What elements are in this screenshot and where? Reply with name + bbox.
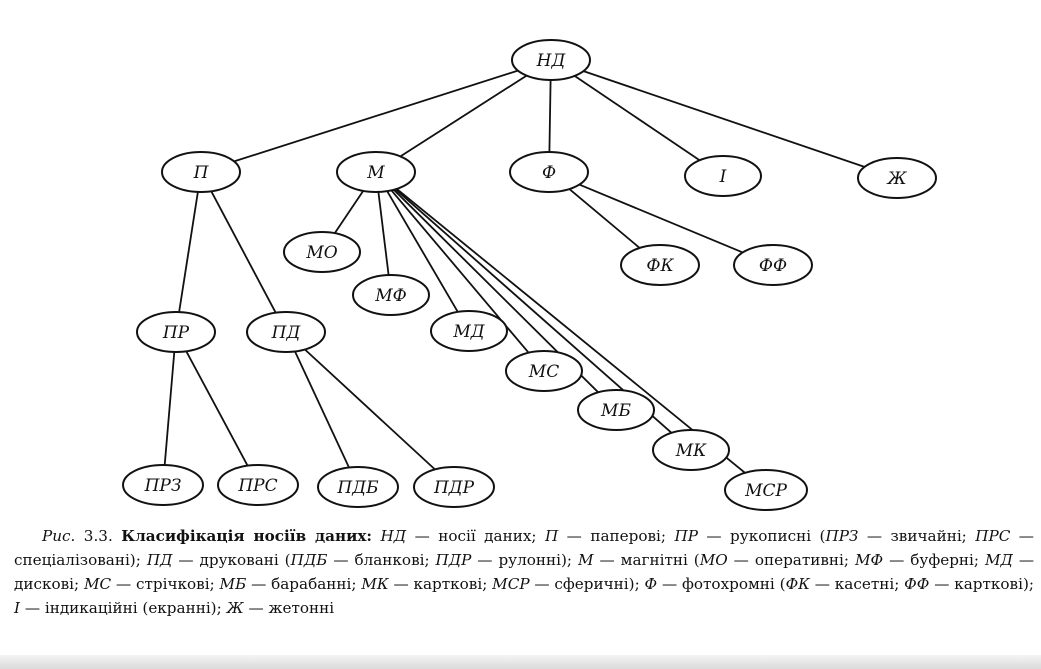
edge-p-pd (211, 191, 275, 312)
caption-segment: Рис. (42, 527, 76, 545)
caption-segment: — дискові; (14, 551, 1035, 593)
node-mf (353, 275, 429, 315)
node-nd-label: НД (536, 51, 566, 71)
node-i (685, 156, 761, 196)
node-msr (725, 470, 807, 510)
caption-segment: ФК (785, 575, 810, 593)
caption-segment: — барабанні; (246, 575, 362, 593)
caption-segment: 3.3. (75, 527, 122, 545)
caption-segment: МСР (492, 575, 530, 593)
node-zh-label: Ж (887, 169, 907, 189)
caption-segment: МБ (219, 575, 247, 593)
node-ff-label: ФФ (758, 256, 788, 276)
node-pdb (318, 467, 398, 507)
figure-caption (14, 524, 1034, 620)
node-mk (653, 430, 729, 470)
node-mo (284, 232, 360, 272)
node-m (337, 152, 415, 192)
edge-m-mo (335, 191, 364, 233)
node-pr-label: ПР (162, 323, 190, 343)
edge-pr-prz (165, 352, 175, 465)
node-p-label: П (193, 163, 209, 183)
node-fk-label: ФК (646, 256, 674, 276)
edge-p-pr (179, 192, 198, 312)
caption-segment: — паперові; (558, 527, 675, 545)
caption-segment: — фотохромні ( (657, 575, 786, 593)
caption-segment: МФ (854, 551, 884, 569)
node-ff (734, 245, 812, 285)
caption-segment: — карткові); (929, 575, 1034, 593)
caption-segment: ПДР (435, 551, 472, 569)
edge-pd-pdr (305, 350, 435, 470)
node-mk-label: МК (675, 441, 707, 461)
node-pd-label: ПД (271, 323, 301, 343)
caption-segment: Ф (644, 575, 658, 593)
caption-segment: М (578, 551, 594, 569)
node-zh (858, 158, 936, 198)
node-mo-label: МО (306, 243, 338, 263)
caption-segment: МС (83, 575, 112, 593)
node-pd (247, 312, 325, 352)
edge-nd-f (549, 80, 550, 152)
node-nd (512, 40, 590, 80)
node-ms-label: МС (528, 362, 560, 382)
caption-segment: ПРС (975, 527, 1011, 545)
node-mb (578, 390, 654, 430)
caption-segment: МД (984, 551, 1013, 569)
caption-segment: П (544, 527, 559, 545)
caption-segment: МО (699, 551, 728, 569)
node-p (162, 152, 240, 192)
tree-nodes (123, 40, 936, 510)
edge-f-fk (569, 189, 639, 248)
caption-segment: ПР (674, 527, 698, 545)
caption-segment: Ж (226, 599, 244, 617)
caption-segment: — буферні; (883, 551, 985, 569)
caption-segment: — індикаційні (екранні); (20, 599, 227, 617)
caption-segment: — карткові; (388, 575, 493, 593)
node-prs (218, 465, 298, 505)
caption-segment: — сферичні); (529, 575, 645, 593)
caption-segment: — касетні; (809, 575, 905, 593)
edge-pr-prs (186, 351, 247, 465)
edge-m-mf (378, 192, 388, 275)
node-prz (123, 465, 203, 505)
caption-segment: — бланкові; (327, 551, 436, 569)
caption-segment (372, 527, 380, 545)
caption-segment: — спеціалізовані); (14, 527, 1034, 569)
node-md-label: МД (453, 322, 485, 342)
caption-segment: — жетонні (243, 599, 335, 617)
caption-segment: — рулонні); (471, 551, 578, 569)
node-mf-label: МФ (375, 286, 407, 306)
caption-segment: ПРЗ (825, 527, 859, 545)
node-f-label: Ф (541, 163, 557, 183)
node-mb-label: МБ (601, 401, 631, 421)
node-fk (621, 245, 699, 285)
caption-segment: НД (380, 527, 407, 545)
caption-segment: ФФ (904, 575, 930, 593)
node-md (431, 311, 507, 351)
caption-segment: — носії даних; (406, 527, 545, 545)
node-f (510, 152, 588, 192)
node-pr (137, 312, 215, 352)
caption-segment: — друковані ( (172, 551, 291, 569)
edge-pd-pdb (295, 352, 349, 468)
caption-segment: — оперативні; (727, 551, 855, 569)
node-pdr (414, 467, 494, 507)
node-i-label: І (719, 167, 727, 187)
node-ms (506, 351, 582, 391)
node-m-label: М (367, 163, 385, 183)
caption-segment: І (14, 599, 20, 617)
caption-segment: — стрічкові; (111, 575, 220, 593)
caption-segment: Класифікація носіїв даних: (121, 527, 373, 545)
node-pdb-label: ПДБ (337, 478, 379, 498)
node-pdr-label: ПДР (433, 478, 475, 498)
node-prs-label: ПРС (238, 476, 278, 496)
caption-segment: — звичайні; (858, 527, 976, 545)
node-prz-label: ПРЗ (144, 476, 182, 496)
caption-segment: — рукописні ( (697, 527, 826, 545)
node-msr-label: МСР (745, 481, 787, 501)
edge-nd-zh (584, 71, 865, 167)
scan-bottom-edge (0, 655, 1041, 669)
caption-segment: — магнітні ( (593, 551, 700, 569)
caption-segment: ПДБ (290, 551, 328, 569)
caption-segment: МК (361, 575, 389, 593)
edge-nd-p (234, 71, 518, 162)
caption-segment: ПД (146, 551, 173, 569)
